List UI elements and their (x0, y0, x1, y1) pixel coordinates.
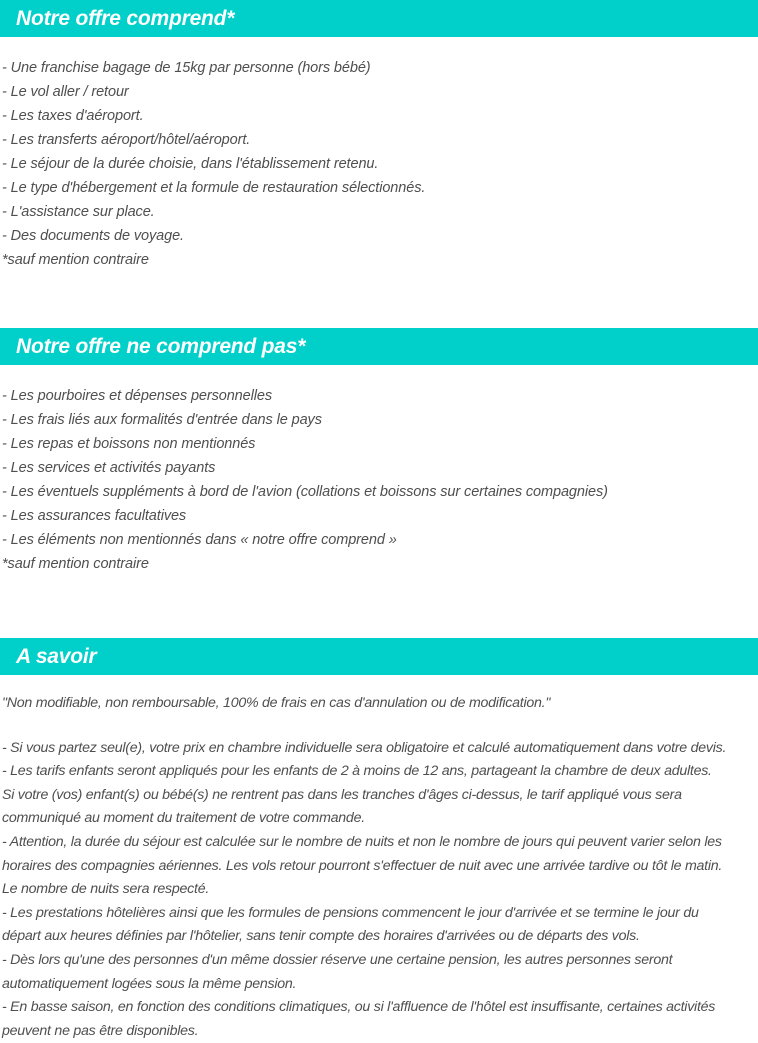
section-body-non-inclus (0, 384, 758, 576)
section-body-inclus (0, 56, 758, 272)
list-item: - Les repas et boissons non mentionnés (2, 436, 256, 452)
list-item: - Le type d'hébergement et la formule de restauration sélectionnés. (2, 180, 426, 196)
section-footnote-non-inclus: *sauf mention contraire (2, 556, 149, 572)
paragraph-line: - Dès lors qu'une des personnes d'un même dossier réserve une certaine pension, les autres personnes seront (2, 951, 673, 968)
paragraph-line: peuvent ne pas être disponibles. (2, 1022, 199, 1039)
paragraph (2, 737, 758, 761)
spacer (0, 37, 758, 56)
list-item: - L'assistance sur place. (2, 204, 155, 220)
paragraph-line: Le nombre de nuits sera respecté. (2, 881, 210, 898)
list-item: - Les transferts aéroport/hôtel/aéroport. (2, 132, 251, 148)
spacer (0, 365, 758, 384)
paragraph (2, 949, 758, 996)
section-title-a-savoir: A savoir (16, 645, 97, 668)
section-body-a-savoir (0, 692, 758, 1043)
paragraph-line: départ aux heures définies par l'hôtelier, sans tenir compte des horaires d'arrivées ou de départs des vols. (2, 928, 640, 945)
paragraph-line: communiqué au moment du traitement de votre commande. (2, 810, 365, 827)
paragraph-line: - Si vous partez seul(e), votre prix en chambre individuelle sera obligatoire et calculé automatiquement dans votre devis. (2, 739, 727, 756)
paragraph (2, 831, 758, 902)
paragraph (2, 760, 758, 831)
section-notre-offre-comprend (0, 0, 758, 272)
spacer (0, 576, 758, 638)
section-header-inclus (0, 0, 758, 37)
paragraph (2, 902, 758, 949)
paragraph (2, 996, 758, 1043)
paragraph-line: - En basse saison, en fonction des conditions climatiques, ou si l'affluence de l'hôtel est insuffisante, certaines activités (2, 999, 716, 1016)
list-item: - Les frais liés aux formalités d'entrée dans le pays (2, 412, 322, 428)
paragraph-line: - Les prestations hôtelières ainsi que les formules de pensions commencent le jour d'arrivée et se termine le jour du (2, 904, 699, 921)
cancellation-policy-quote: "Non modifiable, non remboursable, 100% de frais en cas d'annulation ou de modification." (2, 695, 551, 711)
section-title-non-inclus: Notre offre ne comprend pas* (16, 335, 306, 358)
paragraph-line: - Les tarifs enfants seront appliqués pour les enfants de 2 à moins de 12 ans, partageant la chambre de deux adultes. (2, 763, 712, 780)
list-item: - Les services et activités payants (2, 460, 216, 476)
list-item: - Le vol aller / retour (2, 84, 129, 100)
list-item: - Les pourboires et dépenses personnelles (2, 388, 272, 404)
list-item: - Les éléments non mentionnés dans « notre offre comprend » (2, 532, 397, 548)
list-item: - Des documents de voyage. (2, 228, 184, 244)
section-header-non-inclus (0, 328, 758, 365)
paragraph-line: - Attention, la durée du séjour est calculée sur le nombre de nuits et non le nombre de jours qui peuvent varier selon les (2, 833, 722, 850)
section-a-savoir (0, 638, 758, 1043)
spacer (0, 272, 758, 328)
section-footnote-inclus: *sauf mention contraire (2, 252, 149, 268)
spacer (2, 716, 758, 737)
paragraph-line: Si votre (vos) enfant(s) ou bébé(s) ne rentrent pas dans les tranches d'âges ci-dessus, le tarif appliqué vous sera (2, 786, 682, 803)
list-item: - Le séjour de la durée choisie, dans l'établissement retenu. (2, 156, 379, 172)
spacer (0, 675, 758, 692)
list-item: - Les éventuels suppléments à bord de l'avion (collations et boissons sur certaines compagnies) (2, 484, 608, 500)
list-item: - Une franchise bagage de 15kg par personne (hors bébé) (2, 60, 371, 76)
list-item: - Les taxes d'aéroport. (2, 108, 144, 124)
section-title-inclus: Notre offre comprend* (16, 7, 235, 30)
section-notre-offre-ne-comprend-pas (0, 328, 758, 576)
list-item: - Les assurances facultatives (2, 508, 187, 524)
section-header-a-savoir (0, 638, 758, 675)
paragraph-line: horaires des compagnies aériennes. Les vols retour pourront s'effectuer de nuit avec une arrivée tardive ou tôt le matin. (2, 857, 723, 874)
paragraph-line: automatiquement logées sous la même pension. (2, 975, 297, 992)
